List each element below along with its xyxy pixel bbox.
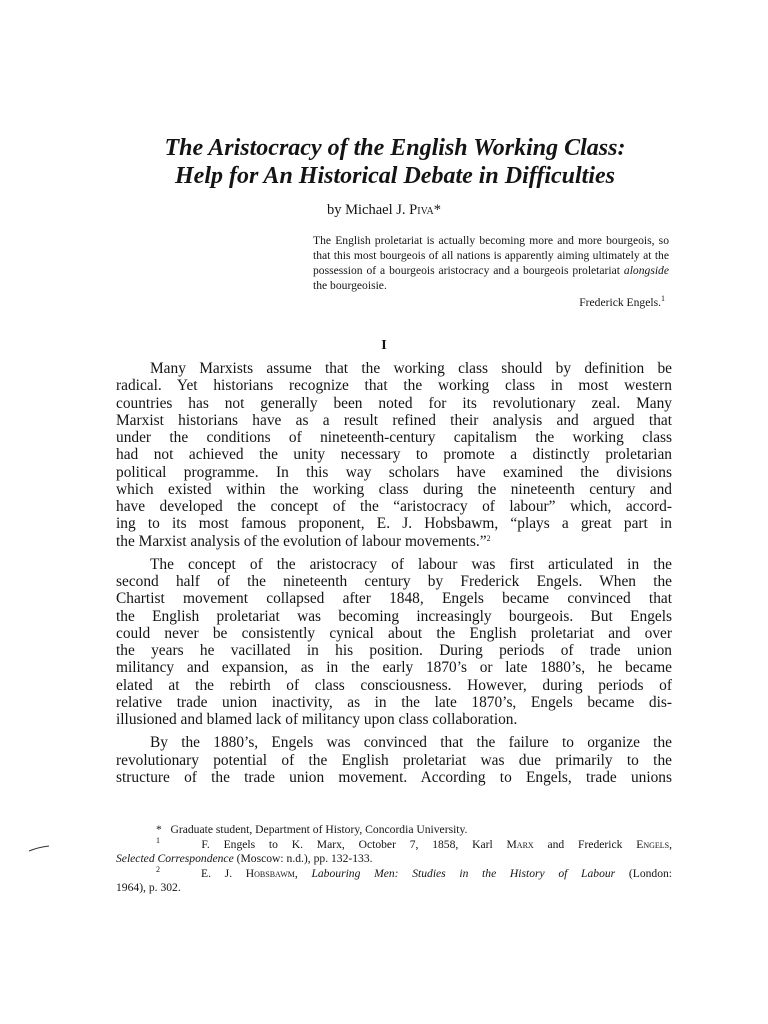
body-line: revolutionary potential of the English proletariat was due primarily to the [116, 751, 672, 769]
body-line-text: the Marxist analysis of the evolution of labour movements.” [116, 532, 487, 550]
body-line: structure of the trade union movement. According to Engels, trade unions [116, 768, 672, 786]
body-line: elated at the rebirth of class consciousness. However, during periods of [116, 676, 672, 694]
footnote-marker: 1 [156, 835, 160, 845]
epigraph-italic-word: alongside [623, 264, 669, 277]
footnote-text: , [294, 866, 312, 880]
body-line: Many Marxists assume that the working class should by definition be [150, 360, 672, 377]
body-line: second half of the nineteenth century by Frederick Engels. When the [116, 573, 672, 590]
body-line: ing to its most famous proponent, E. J. Hobsbawm, “plays a great part in [116, 515, 672, 533]
body-line: the English proletariat was becoming increasingly bourgeois. But Engels [116, 607, 672, 625]
body-line: could never be consistently cynical about the English proletariat and over [116, 624, 672, 642]
margin-pen-mark [28, 845, 50, 853]
byline-prefix: by Michael J. [327, 202, 410, 218]
attribution-note-ref: 1 [661, 294, 665, 303]
footnote-text: , [669, 837, 672, 851]
title-line-1: The Aristocracy of the English Working Class: [164, 135, 626, 161]
body-line: the years he vacillated in his position. During periods of trade union [116, 642, 672, 659]
body-line: Chartist movement collapsed after 1848, Engels became convinced that [116, 590, 672, 608]
footnote-text: F. Engels to K. Marx, October 7, 1858, Karl [201, 837, 507, 851]
body-line: Marxist historians have as a result refined their analysis and argued that [116, 411, 672, 429]
footnote-1-line-2 [116, 852, 672, 867]
epigraph-quote [313, 233, 669, 310]
epigraph-text: The English proletariat is actually becoming more and more bourgeois, so that this most bourgeois of all nations is apparently aiming ultimately at the possession of a bourgeois aristocracy and a bourgeois proletariat [313, 234, 669, 277]
footnotes [116, 823, 672, 896]
body-line: had not achieved the unity necessary to promote a distinctly proletarian [116, 446, 672, 464]
paragraph-1 [116, 360, 672, 550]
body-line: under the conditions of nineteenth-century capitalism the working class [116, 429, 672, 446]
body-line: militancy and expansion, as in the early 1870’s or late 1880’s, he became [116, 659, 672, 677]
footnote-2-line-1 [116, 864, 673, 882]
body-line-last [116, 533, 672, 550]
author-byline [0, 201, 768, 219]
body-line: radical. Yet historians recognize that the working class in most western [116, 377, 672, 395]
footnote-author-name: Hobsbawm [245, 866, 295, 880]
footnote-ref-2: 2 [486, 533, 491, 543]
body-line: have developed the concept of the “aristocracy of labour” which, accord- [116, 498, 672, 515]
article-body [116, 360, 672, 792]
footnote-author [116, 823, 672, 838]
footnote-text: (Moscow: n.d.), pp. 132-133. [233, 852, 373, 865]
section-number: I [381, 338, 387, 353]
footnote-marker: * [156, 823, 162, 836]
footnote-text: E. J. [201, 866, 246, 880]
body-line: illusioned and blamed lack of militancy upon class collaboration. [116, 711, 518, 728]
body-line: which existed within the working class during the nineteenth century and [116, 480, 672, 498]
body-line: relative trade union inactivity, as in the late 1870’s, Engels became dis- [116, 693, 672, 711]
body-line: political programme. In this way scholars have examined the divisions [116, 463, 672, 481]
footnote-author-name: Marx [506, 837, 534, 851]
footnote-book-title: Labouring Men: Studies in the History of Labour [311, 866, 616, 880]
footnote-text: Graduate student, Department of History, Concordia University. [170, 823, 468, 836]
footnote-text: (London: [615, 866, 673, 880]
author-surname: Piva [409, 202, 434, 218]
title-line-2: Help for An Historical Debate in Difficulties [175, 163, 615, 189]
epigraph-attribution [313, 295, 669, 310]
footnote-marker: 2 [156, 864, 160, 874]
article-title [110, 134, 680, 190]
footnote-2-line-2: 1964), p. 302. [116, 881, 181, 894]
epigraph-text-end: the bourgeoisie. [313, 279, 387, 292]
footnote-1-line-1 [116, 835, 672, 853]
footnote-text: and Frederick [533, 837, 637, 851]
footnote-book-title: Selected Correspondence [116, 852, 234, 865]
paragraph-2 [116, 556, 672, 729]
footnote-author-name: Engels [636, 837, 670, 851]
body-line: The concept of the aristocracy of labour was first articulated in the [150, 555, 672, 573]
body-line: countries has not generally been noted for its revolutionary zeal. Many [116, 394, 672, 412]
attribution-name: Frederick Engels. [579, 296, 661, 309]
body-line: By the 1880’s, Engels was convinced that the failure to organize the [150, 734, 672, 752]
paragraph-3 [116, 734, 672, 786]
author-footnote-marker: * [433, 202, 441, 218]
